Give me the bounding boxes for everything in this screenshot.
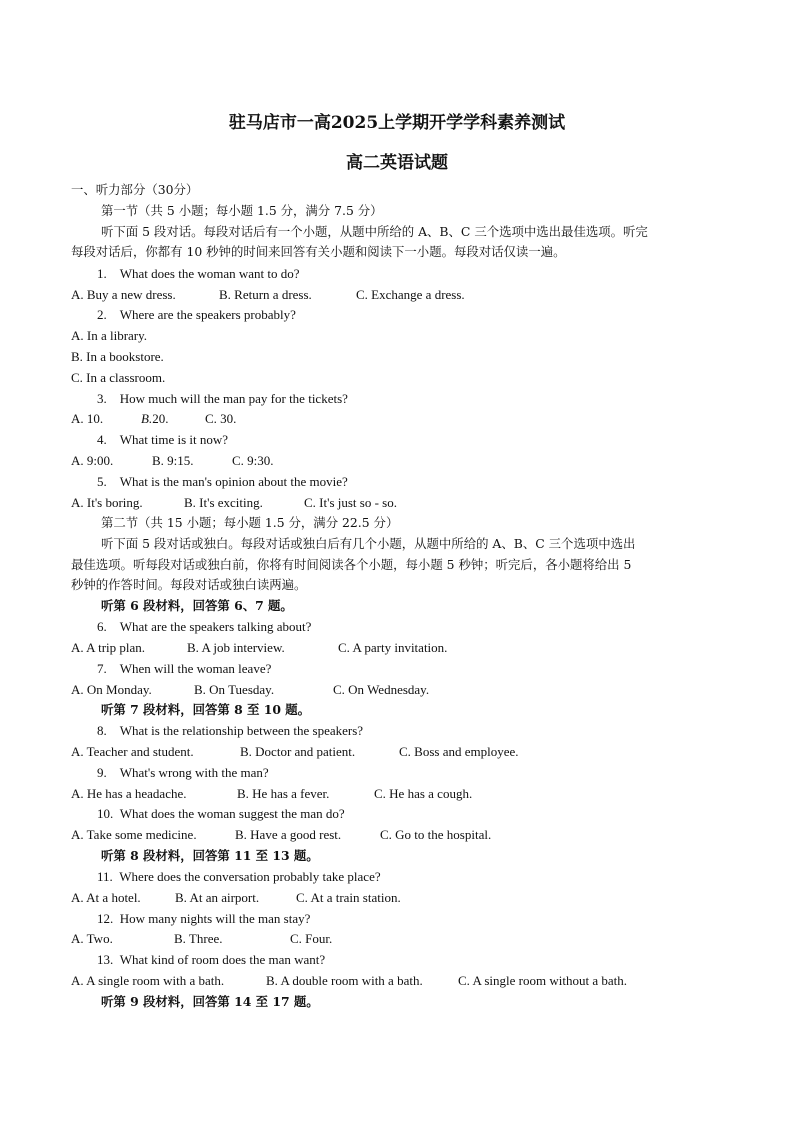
question-7: 7. When will the woman leave?	[97, 661, 272, 676]
q3-option-c: C. 30.	[205, 411, 237, 426]
q12-option-b: B. Three.	[174, 931, 223, 946]
section1-instruction-line1: 听下面 5 段对话。每段对话后有一个小题，从题中所给的 A、B、C 三个选项中选出最佳选项。听完	[101, 224, 648, 239]
q10-option-c: C. Go to the hospital.	[380, 827, 492, 842]
question-13: 13. What kind of room does the man want?	[97, 952, 326, 967]
section2-heading: 第二节（共 15 小题；每小题 1.5 分，满分 22.5 分）	[101, 515, 399, 530]
q9-option-a: A. He has a headache.	[71, 786, 187, 801]
exam-title: 驻马店市一高2025上学期开学学科素养测试	[228, 113, 566, 133]
q2-option-c: C. In a classroom.	[71, 370, 166, 385]
q5-option-b: B. It's exciting.	[184, 495, 263, 510]
question-9: 9. What's wrong with the man?	[97, 765, 269, 780]
section2-instruction-line2: 最佳选项。听每段对话或独白前，你将有时间阅读各个小题，每小题 5 秒钟；听完后，各小题将给出 5	[71, 557, 632, 572]
section2-instruction-line1: 听下面 5 段对话或独白。每段对话或独白后有几个小题，从题中所给的 A、B、C 三个选项中选出	[101, 536, 636, 551]
question-8: 8. What is the relationship between the speakers?	[97, 723, 364, 738]
q11-option-c: C. At a train station.	[296, 890, 401, 905]
q7-option-b: B. On Tuesday.	[194, 682, 275, 697]
q8-option-a: A. Teacher and student.	[71, 744, 194, 759]
q10-option-b: B. Have a good rest.	[235, 827, 342, 842]
question-2: 2. Where are the speakers probably?	[97, 307, 296, 322]
q9-option-c: C. He has a cough.	[374, 786, 473, 801]
material-7-heading: 听第 7 段材料，回答第 8 至 10 题。	[101, 702, 311, 717]
q8-option-c: C. Boss and employee.	[399, 744, 519, 759]
question-11: 11. Where does the conversation probably take place?	[97, 869, 381, 884]
section1-heading: 第一节（共 5 小题；每小题 1.5 分，满分 7.5 分）	[101, 203, 383, 218]
q2-option-a: A. In a library.	[71, 328, 148, 343]
q1-option-a: A. Buy a new dress.	[71, 287, 176, 302]
q13-option-b: B. A double room with a bath.	[266, 973, 423, 988]
q6-option-b: B. A job interview.	[187, 640, 285, 655]
material-9-heading: 听第 9 段材料，回答第 14 至 17 题。	[101, 994, 319, 1009]
q6-option-c: C. A party invitation.	[338, 640, 448, 655]
section2-instruction-line3: 秒钟的作答时间。每段对话或独白读两遍。	[71, 577, 307, 592]
q5-option-c: C. It's just so - so.	[304, 495, 397, 510]
q7-option-a: A. On Monday.	[71, 682, 152, 697]
q11-option-a: A. At a hotel.	[71, 890, 141, 905]
question-5: 5. What is the man's opinion about the movie?	[97, 474, 348, 489]
question-10: 10. What does the woman suggest the man do?	[97, 806, 345, 821]
q7-option-c: C. On Wednesday.	[333, 682, 430, 697]
question-1: 1. What does the woman want to do?	[97, 266, 300, 281]
question-12: 12. How many nights will the man stay?	[97, 911, 311, 926]
question-6: 6. What are the speakers talking about?	[97, 619, 312, 634]
q5-option-a: A. It's boring.	[71, 495, 143, 510]
q12-option-c: C. Four.	[290, 931, 333, 946]
section1-instruction-line2: 每段对话后，你都有 10 秒钟的时间来回答有关小题和阅读下一小题。每段对话仅读一遍。	[71, 244, 566, 259]
q13-option-a: A. A single room with a bath.	[71, 973, 225, 988]
q1-option-c: C. Exchange a dress.	[356, 287, 465, 302]
q1-option-b: B. Return a dress.	[219, 287, 312, 302]
q4-option-a: A. 9:00.	[71, 453, 114, 468]
exam-subtitle: 高二英语试题	[346, 153, 448, 173]
q11-option-b: B. At an airport.	[175, 890, 260, 905]
material-8-heading: 听第 8 段材料，回答第 11 至 13 题。	[101, 848, 319, 863]
q4-option-c: C. 9:30.	[232, 453, 274, 468]
question-3: 3. How much will the man pay for the tickets?	[97, 391, 348, 406]
q12-option-a: A. Two.	[71, 931, 113, 946]
q6-option-a: A. A trip plan.	[71, 640, 146, 655]
q2-option-b: B. In a bookstore.	[71, 349, 164, 364]
material-6-heading: 听第 6 段材料，回答第 6、7 题。	[101, 598, 293, 613]
q10-option-a: A. Take some medicine.	[71, 827, 197, 842]
q9-option-b: B. He has a fever.	[237, 786, 330, 801]
q3-option-b: B.20.	[141, 411, 169, 426]
q4-option-b: B. 9:15.	[152, 453, 194, 468]
q3-option-a: A. 10.	[71, 411, 104, 426]
q13-option-c: C. A single room without a bath.	[458, 973, 627, 988]
question-4: 4. What time is it now?	[97, 432, 229, 447]
q8-option-b: B. Doctor and patient.	[240, 744, 356, 759]
part-heading: 一、听力部分（30分）	[71, 182, 199, 197]
